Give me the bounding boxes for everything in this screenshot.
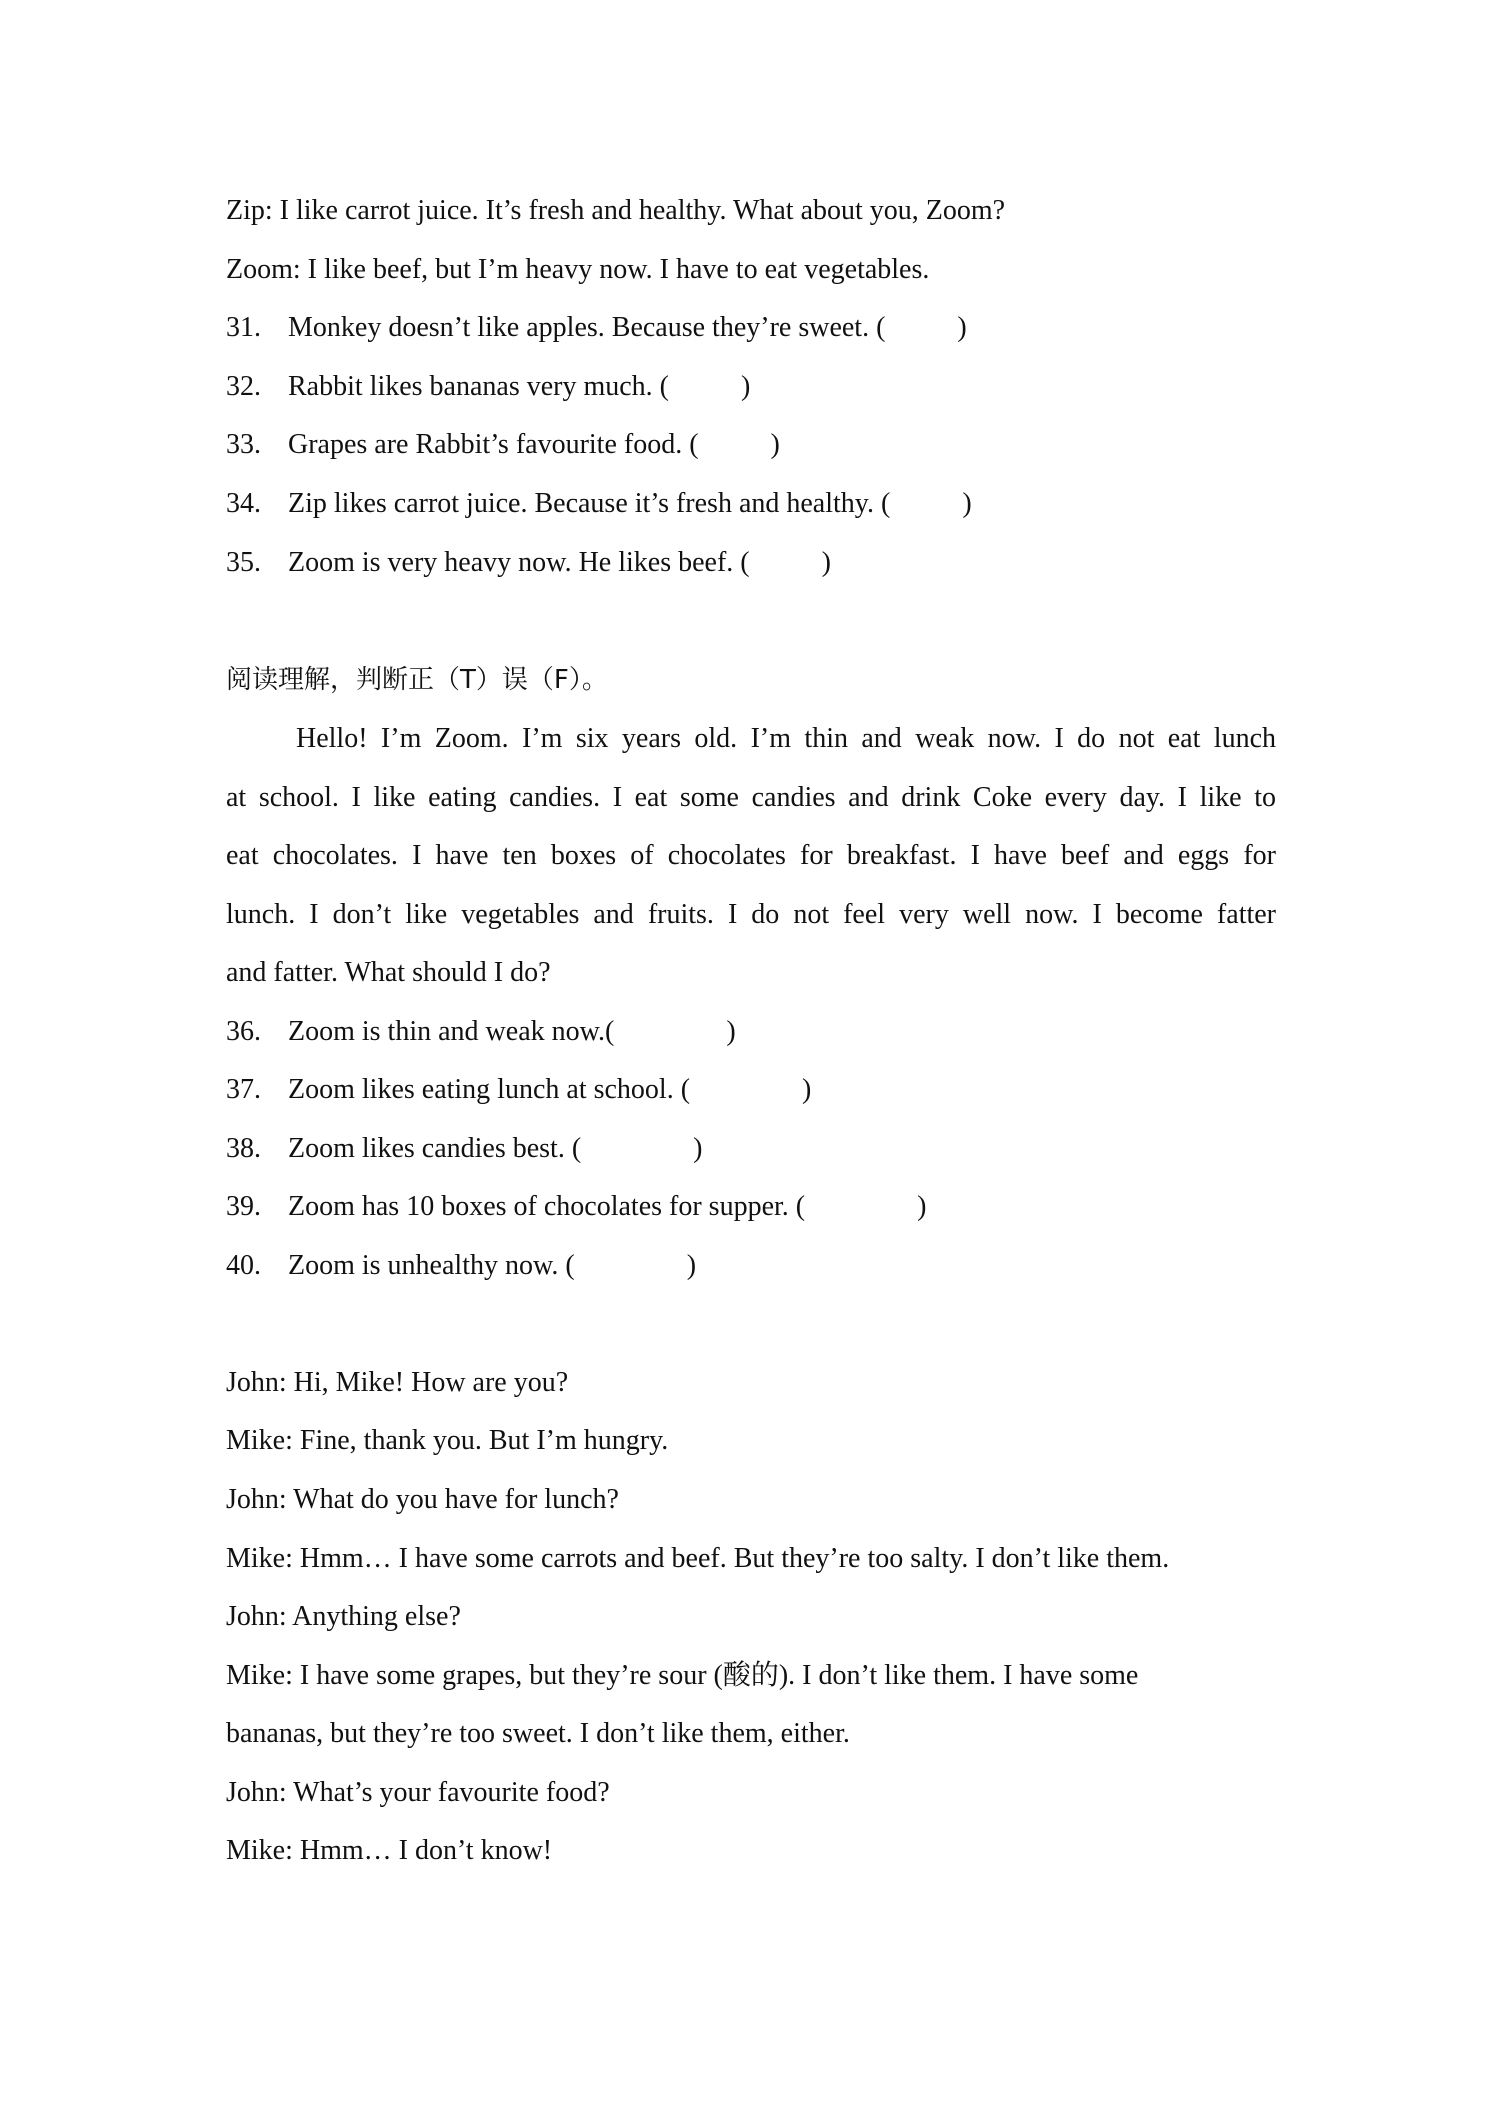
question-number: 37.: [226, 1074, 261, 1105]
dialogue-line: John: Hi, Mike! How are you?: [226, 1367, 569, 1398]
question-close: ): [726, 1016, 736, 1047]
question-text: Zoom is thin and weak now.(: [288, 1016, 615, 1047]
passage-line: Hello! I’m Zoom. I’m six years old. I’m thin and weak now. I do not eat lunch: [296, 723, 1276, 754]
question-number: 36.: [226, 1016, 261, 1047]
question-32: [226, 367, 750, 407]
dialogue-line: John: Anything else?: [226, 1601, 461, 1632]
question-close: ): [686, 1250, 697, 1281]
question-text: Zoom is very heavy now. He likes beef. (: [288, 547, 750, 578]
question-close: ): [821, 547, 831, 578]
question-close: ): [802, 1074, 812, 1105]
dialogue-line: bananas, but they’re too sweet. I don’t like them, either.: [226, 1718, 850, 1749]
question-text: Zoom likes candies best. (: [288, 1133, 582, 1164]
dialogue-line: John: What do you have for lunch?: [226, 1484, 619, 1515]
dialogue-line: Zoom: I like beef, but I’m heavy now. I have to eat vegetables.: [226, 254, 930, 285]
question-number: 35.: [226, 547, 261, 578]
question-number: 32.: [226, 371, 261, 402]
question-number: 38.: [226, 1133, 261, 1164]
question-36: [226, 1012, 736, 1052]
passage-line: at school. I like eating candies. I eat some candies and drink Coke every day. I like to: [226, 782, 1276, 813]
passage-line: and fatter. What should I do?: [226, 957, 551, 988]
question-close: ): [957, 312, 967, 343]
question-number: 33.: [226, 429, 261, 460]
dialogue-line: Mike: Fine, thank you. But I’m hungry.: [226, 1425, 669, 1456]
question-number: 40.: [226, 1250, 261, 1281]
question-number: 34.: [226, 488, 261, 519]
question-text: Grapes are Rabbit’s favourite food. (: [288, 429, 699, 460]
dialogue-line: Zip: I like carrot juice. It’s fresh and healthy. What about you, Zoom?: [226, 195, 1006, 226]
passage-line: lunch. I don’t like vegetables and fruits. I do not feel very well now. I become fatter: [226, 899, 1276, 930]
question-close: ): [693, 1133, 703, 1164]
question-text: Zoom likes eating lunch at school. (: [288, 1074, 691, 1105]
dialogue-line: Mike: Hmm… I have some carrots and beef. But they’re too salty. I don’t like them.: [226, 1543, 1170, 1574]
question-35: [226, 543, 831, 583]
question-close: ): [962, 488, 972, 519]
question-31: [226, 308, 967, 348]
question-number: 39.: [226, 1191, 261, 1222]
dialogue-line: Mike: Hmm… I don’t know!: [226, 1835, 553, 1866]
question-38: [226, 1129, 702, 1169]
question-40: [226, 1246, 696, 1286]
question-close: ): [917, 1191, 927, 1222]
question-text: Zoom has 10 boxes of chocolates for supper. (: [288, 1191, 806, 1222]
question-37: [226, 1070, 811, 1110]
question-33: [226, 425, 780, 465]
question-close: ): [770, 429, 780, 460]
question-text: Rabbit likes bananas very much. (: [288, 371, 670, 402]
dialogue-line: Mike: I have some grapes, but they’re sour (酸的). I don’t like them. I have some: [226, 1660, 1139, 1691]
question-text: Monkey doesn’t like apples. Because they’re sweet. (: [288, 312, 886, 343]
question-close: ): [741, 371, 751, 402]
passage-line: eat chocolates. I have ten boxes of chocolates for breakfast. I have beef and eggs for: [226, 840, 1276, 871]
dialogue-line: John: What’s your favourite food?: [226, 1777, 610, 1808]
question-39: [226, 1187, 926, 1227]
question-text: Zip likes carrot juice. Because it’s fresh and healthy. (: [288, 488, 891, 519]
question-number: 31.: [226, 312, 261, 343]
section-heading: 阅读理解，判断正（T）误（F）。: [226, 665, 608, 695]
question-34: [226, 484, 972, 524]
question-text: Zoom is unhealthy now. (: [288, 1250, 575, 1281]
